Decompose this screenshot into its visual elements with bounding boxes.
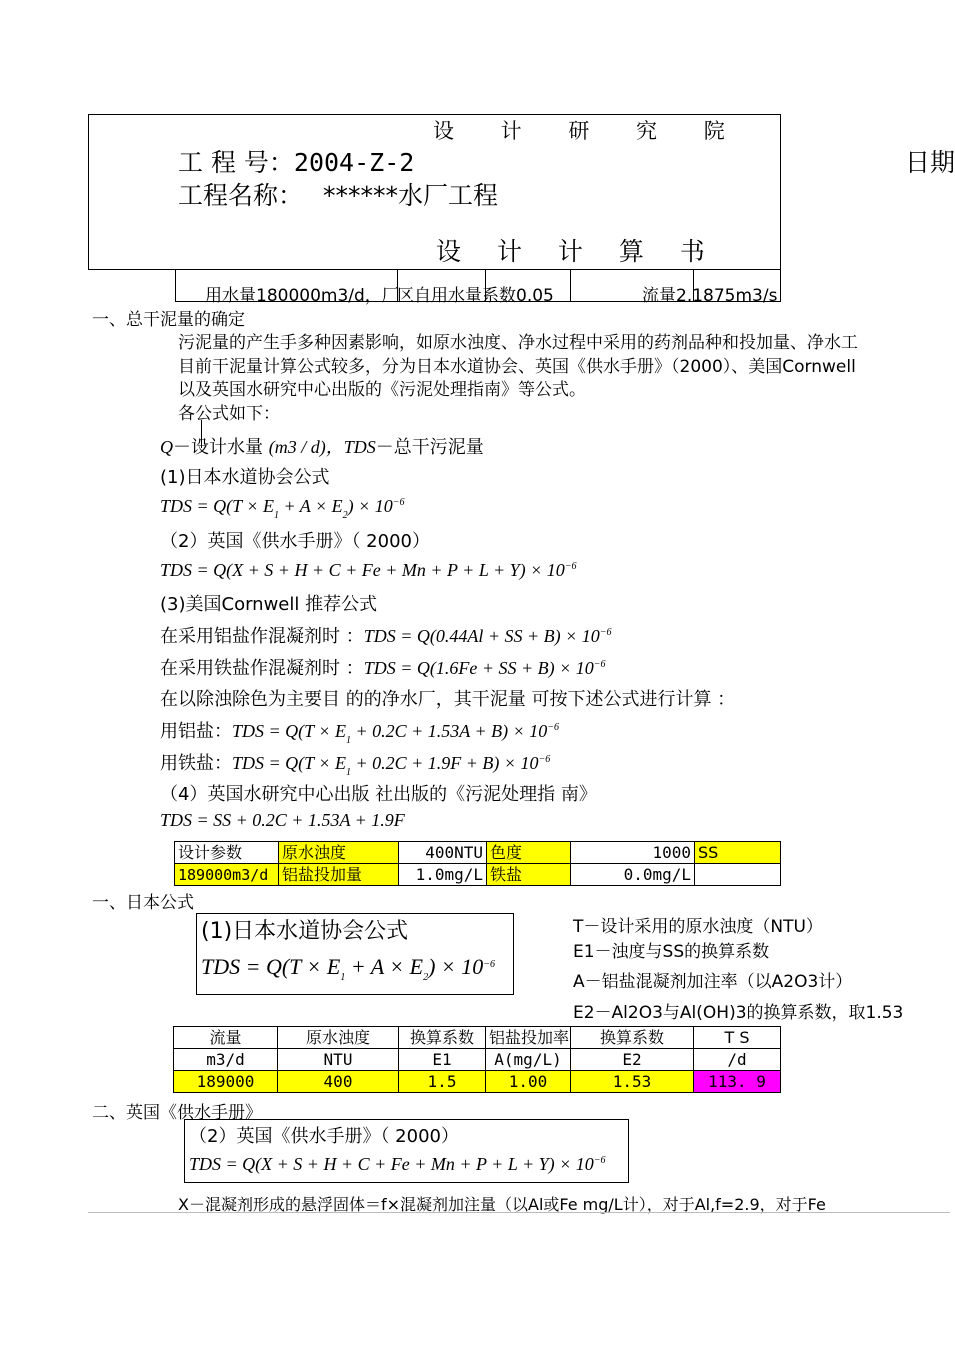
formula3-al2: 用铝盐：TDS = $Q(T \times E_1 + 0.2C + 1.53A + B) \times 10^{-6}$ (160, 721, 559, 746)
table-cell (695, 864, 781, 886)
japan-table (173, 1026, 781, 1093)
japan-legend-2: E1－浊度与SS的换算系数 (573, 942, 770, 962)
formula3-fe2: 用铁盐：TDS = $Q(T \times E_1 + 0.2C + 1.9F + B) \times 10^{-6}$ (160, 753, 551, 778)
formula3-title: (3)美国Cornwell 推荐公式 (160, 594, 378, 615)
table-header-cell: 原水浊度 (278, 1027, 399, 1049)
project-name-row (178, 176, 498, 212)
table-cell: 铝盐投加量 (279, 864, 399, 886)
uk-box-title: （2）英国《供水手册》（ 2000） (189, 1126, 459, 1147)
table-cell: 189000 (174, 1071, 278, 1093)
param-water: 用水量180000m3/d，厂 (205, 286, 399, 306)
table-row (174, 1071, 781, 1093)
table-cell: 189000m3/d (175, 864, 279, 886)
table-header-cell: /d (694, 1049, 781, 1071)
page-cut-rule (88, 1212, 950, 1213)
institute-title: 设 计 研 究 院 (433, 119, 745, 143)
table-header-cell: T S (694, 1027, 781, 1049)
table-cell: 1.53 (571, 1071, 694, 1093)
uk-box-formula: TDS = $Q(X + S + H + C + Fe + Mn + P + L + Y) \times 10^{-6}$ (189, 1154, 606, 1174)
param-table (174, 841, 781, 886)
section1-p4: 各公式如下： (178, 404, 280, 424)
params-left-rule (175, 269, 176, 301)
table-cell: 400 (278, 1071, 399, 1093)
japan-legend-1: T－设计采用的原水浊度（NTU） (573, 917, 823, 937)
table-header-cell: 铝盐投加率 (486, 1027, 571, 1049)
project-no-row (178, 143, 414, 179)
formula1-title: (1)日本水道协会公式 (160, 467, 330, 488)
japan-heading: 一、日本公式 (92, 893, 194, 913)
formula1: TDS = $Q(T \times E_1 + A \times E_2) \times 10^{-6}$ (160, 496, 405, 521)
table-cell: 0.0mg/L (571, 864, 695, 886)
japan-box-title: (1)日本水道协会公式 (201, 919, 409, 944)
table-cell: 原水浊度 (279, 842, 399, 864)
header-bottom-rule (88, 269, 780, 270)
japan-legend-4: E2－Al2O3与Al(OH)3的换算系数，取1.53 (573, 1003, 904, 1023)
table-cell: 1000 (571, 842, 695, 864)
param-coef: 区自用水量系数0.05 (397, 286, 554, 306)
uk-heading: 二、英国《供水手册》 (92, 1103, 262, 1123)
project-name: ******水厂工程 (322, 181, 498, 210)
table-header-cell: A(mg/L) (486, 1049, 571, 1071)
japan-box-formula: TDS = $Q(T \times E_1 + A \times E_2) \times 10^{-6}$ (201, 954, 496, 983)
table-header-cell: E1 (399, 1049, 486, 1071)
table-header-cell: 换算系数 (571, 1027, 694, 1049)
table-cell: 铁盐 (487, 864, 571, 886)
header-left-rule (88, 114, 89, 269)
japan-formula-box (196, 913, 514, 995)
section1-p2: 目前干泥量计算公式较多，分为日本水道协会、英国《供水手册》（2000）、美国Cornwell (178, 357, 856, 377)
formula2: TDS = $Q(X + S + H + C + Fe + Mn + P + L + Y) \times 10^{-6}$ (160, 560, 577, 580)
header-right-rule (780, 114, 781, 302)
project-no: 2004-Z-2 (293, 148, 415, 177)
table-cell: SS (695, 842, 781, 864)
formula4-title: （4）英国水研究中心出版 社出版的《污泥处理指 南》 (160, 784, 597, 805)
table-cell: 400NTU (399, 842, 487, 864)
table-row (174, 1049, 781, 1071)
definition-line: Q－设计水量 (m3 / d)，TDS－总干污泥量 (160, 437, 484, 458)
doc-title: 设 计 计 算 书 (436, 237, 719, 266)
table-cell: 1.5 (399, 1071, 486, 1093)
param-flow: 流量2.1875m3/s (642, 286, 778, 306)
table-row (175, 842, 781, 864)
formula2-title: （2）英国《供水手册》（ 2000） (160, 531, 430, 552)
table-row (175, 864, 781, 886)
table-cell: 设计参数 (175, 842, 279, 864)
project-no-label: 工 程 号： (178, 148, 294, 177)
japan-legend-3: A－铝盐混凝剂加注率（以A2O3计） (573, 972, 853, 992)
tds-result-cell: 113. 9 (694, 1071, 781, 1093)
formula3-fe: 在采用铁盐作混凝剂时 ：TDS = Q(1.6Fe + SS + $B) \times 10^{-6}$ (160, 658, 606, 679)
table-header-cell: E2 (571, 1049, 694, 1071)
section1-heading: 一、总干泥量的确定 (92, 310, 245, 330)
date-label: 日期 (905, 148, 955, 177)
params-div-3 (570, 269, 571, 301)
table-row (174, 1027, 781, 1049)
formula3-al: 在采用铝盐作混凝剂时 ：TDS = Q(0.44Al + SS + $B) \times 10^{-6}$ (160, 626, 612, 647)
table-header-cell: m3/d (174, 1049, 278, 1071)
section1-p1: 污泥量的产生手多种因素影响，如原水浊度、净水过程中采用的药剂品种和投加量、净水工 (178, 333, 858, 353)
formula4: TDS = SS + 0.2C + 1.53A + 1.9F (160, 810, 405, 830)
uk-formula-box (184, 1119, 629, 1183)
section1-p3: 以及英国水研究中心出版的《污泥处理指南》等公式。 (178, 380, 586, 400)
table-header-cell: 换算系数 (399, 1027, 486, 1049)
table-header-cell: 流量 (174, 1027, 278, 1049)
table-header-cell: NTU (278, 1049, 399, 1071)
table-cell: 色度 (487, 842, 571, 864)
uk-x-note: X－混凝剂形成的悬浮固体＝f×混凝剂加注量（以Al或Fe mg/L计），对于Al,f=2.9，对于Fe (178, 1195, 826, 1214)
formula3-note: 在以除浊除色为主要目 的的净水厂，其干泥量 可按下述公式进行计算 ： (160, 689, 736, 710)
table-cell: 1.00 (486, 1071, 571, 1093)
table-cell: 1.0mg/L (399, 864, 487, 886)
project-name-label: 工程名称： (178, 181, 304, 210)
